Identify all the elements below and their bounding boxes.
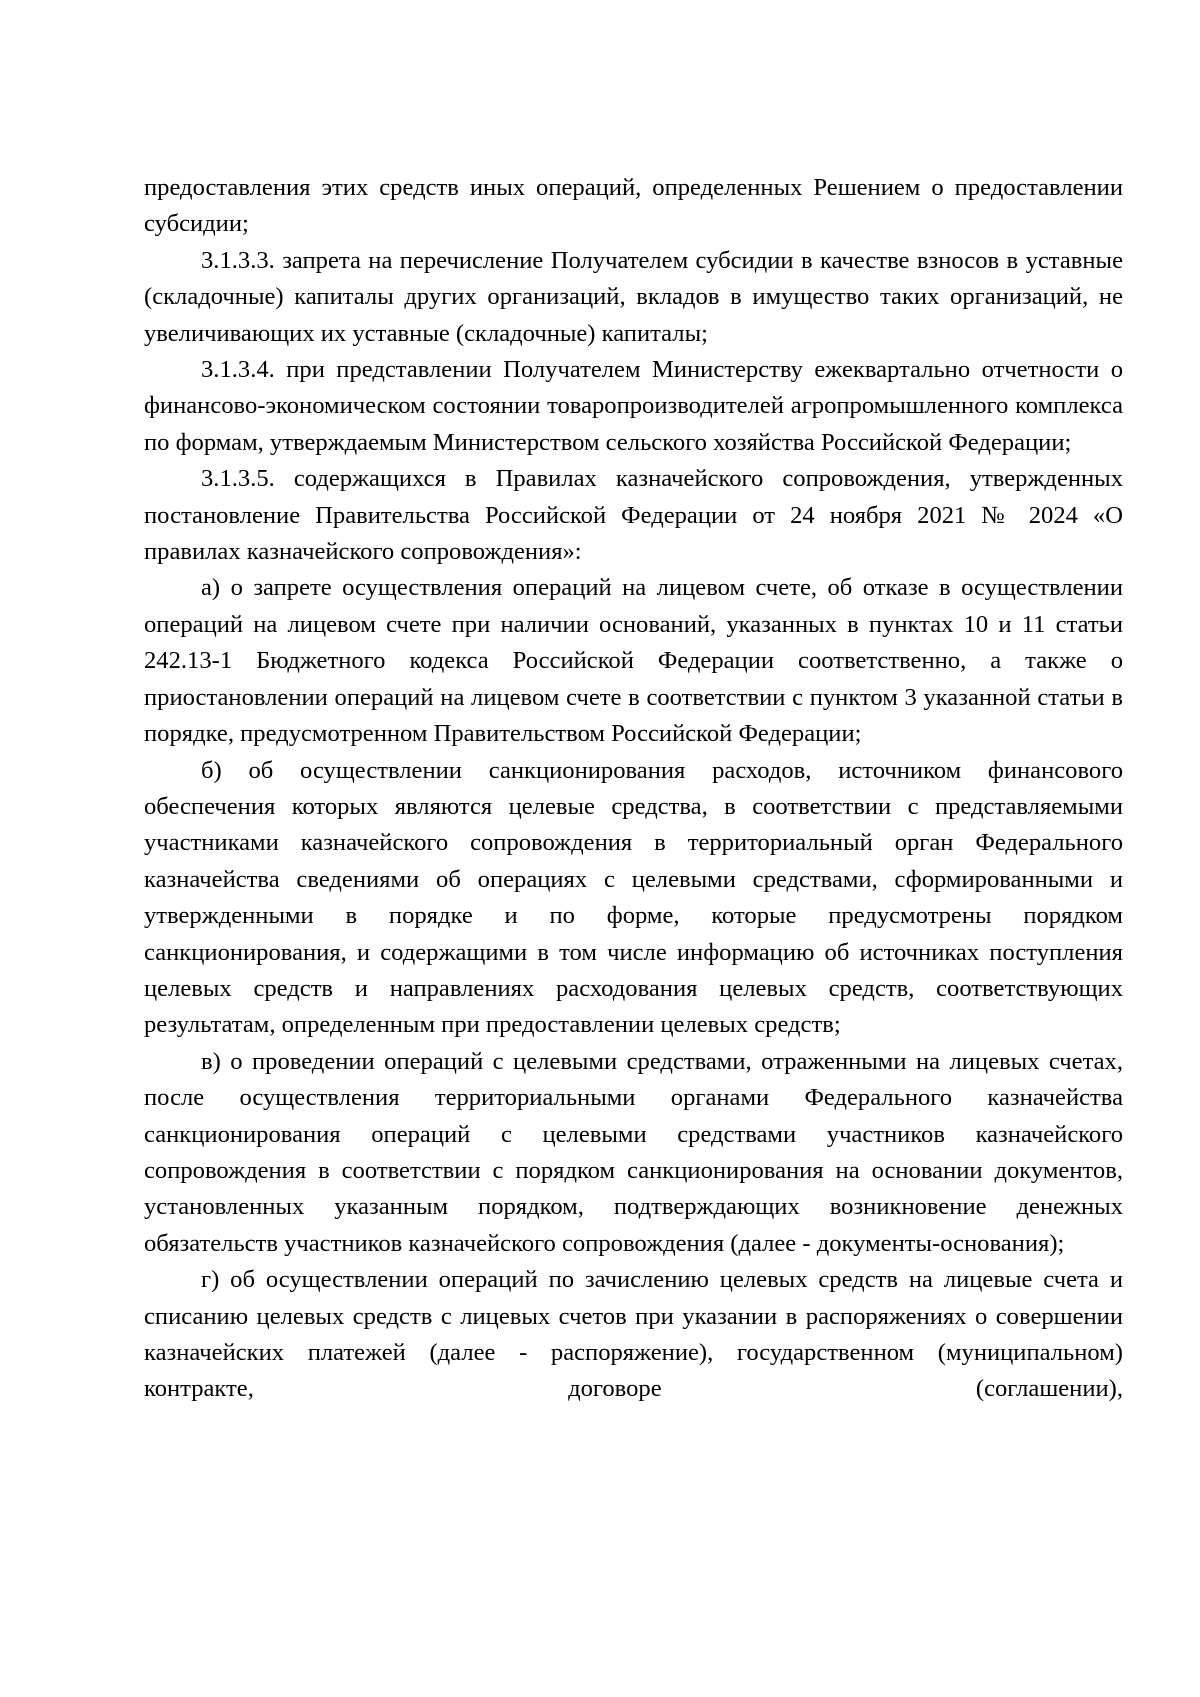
document-body: [144, 170, 1123, 1408]
paragraph-item-v: в) о проведении операций с целевыми средствами, отраженными на лицевых счетах, после осуществления территориальными органами Федерального казначейства санкционирования операций с целевыми средствами участников казначейского сопровождения в соответствии с порядком санкционирования на основании документов, установленных указанным порядком, подтверждающих возникновение денежных обязательств участников казначейского сопровождения (далее - документы-основания);: [144, 1047, 1123, 1257]
paragraph-item-b: б) об осуществлении санкционирования расходов, источником финансового обеспечения которых являются целевые средства, в соответствии с представляемыми участниками казначейского сопровождения в территориальный орган Федерального казначейства сведениями об операциях с целевыми средствами, сформированными и утвержденными в порядке и по форме, которые предусмотрены порядком санкционирования, и содержащими в том числе информацию об источниках поступления целевых средств и направлениях расходования целевых средств, соответствующих результатам, определенным при предоставлении целевых средств;: [144, 756, 1123, 1039]
paragraph-3-1-3-5: 3.1.3.5. содержащихся в Правилах казначейского сопровождения, утвержденных постановление Правительства Российской Федерации от 24 ноября 2021 № 2024 «О правилах казначейского сопровождения»:: [144, 465, 1123, 566]
paragraph-3-1-3-4: 3.1.3.4. при представлении Получателем Министерству ежеквартально отчетности о финансово-экономическом состоянии товаропроизводителей агропромышленного комплекса по формам, утверждаемым Министерством сельского хозяйства Российской Федерации;: [144, 356, 1123, 456]
paragraph-continuation: предоставления этих средств иных операций, определенных Решением о предоставлении субсидии;: [144, 174, 1123, 238]
paragraph-item-g: г) об осуществлении операций по зачислению целевых средств на лицевые счета и списанию целевых средств с лицевых счетов при указании в распоряжениях о совершении казначейских платежей (далее - распоряжение), государственном (муниципальном) контракте, договоре (соглашении),: [144, 1266, 1123, 1403]
paragraph-3-1-3-3: 3.1.3.3. запрета на перечисление Получателем субсидии в качестве взносов в уставные (складочные) капиталы других организаций, вкладов в имущество таких организаций, не увеличивающих их уставные (складочные) капиталы;: [144, 246, 1123, 347]
paragraph-item-a: а) о запрете осуществления операций на лицевом счете, об отказе в осуществлении операций на лицевом счете при наличии оснований, указанных в пунктах 10 и 11 статьи 242.13-1 Бюджетного кодекса Российской Федерации соответственно, а также о приостановлении операций на лицевом счете в соответствии с пунктом 3 указанной статьи в порядке, предусмотренном Правительством Российской Федерации;: [144, 574, 1123, 748]
